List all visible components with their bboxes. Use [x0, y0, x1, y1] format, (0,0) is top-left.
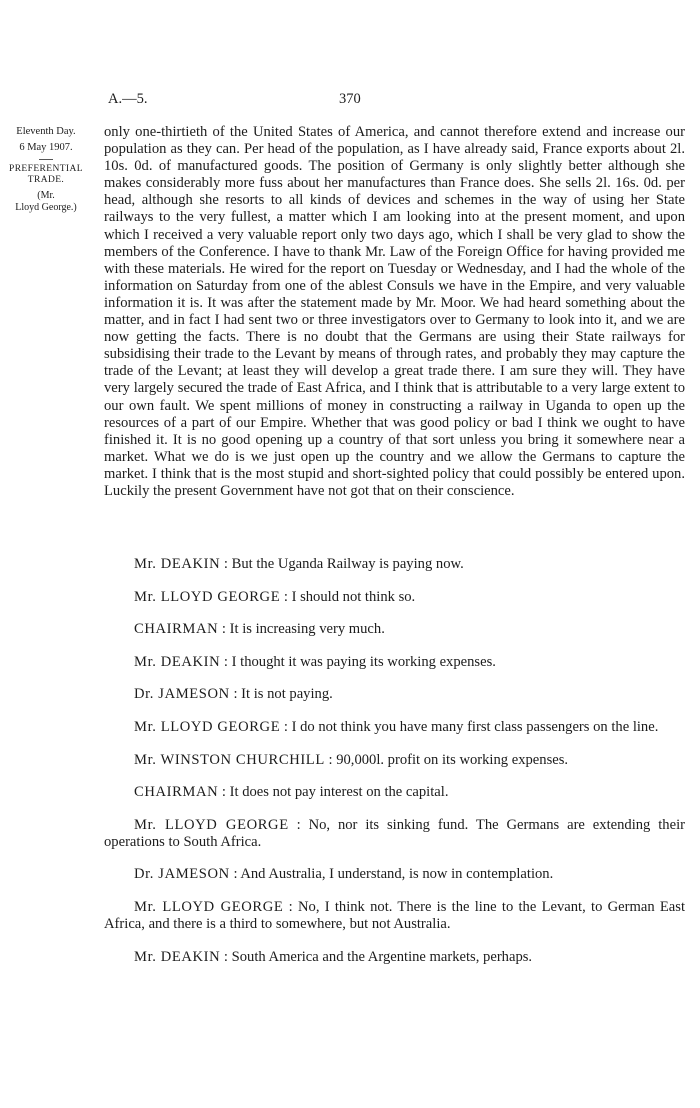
speech-text: South America and the Argentine markets, perhaps.	[231, 948, 533, 965]
speech-4: Mr. DEAKIN : I thought it was paying its working expenses.	[134, 653, 496, 670]
speaker-name: Mr. LLOYD GEORGE	[134, 899, 284, 916]
speech-text: I should not think so.	[291, 588, 416, 605]
margin-note	[4, 125, 88, 214]
speech-text: 90,000l. profit on its working expenses.	[336, 751, 569, 768]
speaker-name: Mr. LLOYD GEORGE	[134, 588, 281, 605]
margin-speaker-line2: Lloyd George.)	[15, 202, 77, 213]
speech-3: CHAIRMAN : It is increasing very much.	[134, 621, 385, 638]
speech-6: Mr. LLOYD GEORGE : I do not think you have many first class passengers on the line.	[134, 718, 659, 735]
speech-7: Mr. WINSTON CHURCHILL : 90,000l. profit on its working expenses.	[134, 751, 569, 768]
margin-topic-line2: TRADE.	[27, 175, 65, 185]
speaker-name: Mr. WINSTON CHURCHILL	[134, 751, 325, 768]
margin-topic-line1: PREFERENTIAL	[9, 164, 83, 174]
speaker-name: Dr. JAMESON	[134, 866, 230, 883]
speech-text: No, I think not. There is the line to the Levant, to German East Africa, and there is a third to somewhere, but not Australia.	[104, 899, 686, 933]
speech-text: It is increasing very much.	[229, 621, 385, 638]
speaker-name: CHAIRMAN	[134, 784, 219, 801]
speech-2: Mr. LLOYD GEORGE : I should not think so.	[134, 588, 416, 605]
speech-text: But the Uganda Railway is paying now.	[231, 556, 464, 572]
speech-text: And Australia, I understand, is now in contemplation.	[240, 866, 554, 883]
margin-day: Eleventh Day.	[16, 126, 76, 137]
speech-text: I thought it was paying its working expenses.	[231, 653, 496, 670]
main-paragraph-block	[104, 124, 685, 500]
speech-5: Dr. JAMESON : It is not paying.	[134, 686, 333, 703]
document-reference: A.—5.	[108, 91, 148, 107]
speech-text: It does not pay interest on the capital.	[229, 784, 449, 801]
speech-11: Mr. LLOYD GEORGE : No, I think not. There is the line to the Levant, to German East Africa, and there is a third to somewhere, but not Australia.	[104, 899, 686, 933]
speech-12: Mr. DEAKIN : South America and the Argentine markets, perhaps.	[134, 948, 533, 965]
speech-1: Mr. DEAKIN : But the Uganda Railway is paying now.	[134, 556, 464, 572]
speaker-name: Mr. LLOYD GEORGE	[134, 816, 289, 833]
speech-9: Mr. LLOYD GEORGE : No, nor its sinking fund. The Germans are extending their operations to South Africa.	[104, 816, 685, 850]
speech-text: It is not paying.	[241, 686, 333, 703]
speech-10: Dr. JAMESON : And Australia, I understand, is now in contemplation.	[134, 866, 554, 883]
speaker-name: CHAIRMAN	[134, 621, 219, 638]
speech-8: CHAIRMAN : It does not pay interest on the capital.	[134, 784, 449, 801]
speaker-name: Mr. DEAKIN	[134, 948, 221, 965]
speaker-name: Mr. LLOYD GEORGE	[134, 718, 281, 735]
speech-text: No, nor its sinking fund. The Germans are extending their operations to South Africa.	[104, 816, 685, 850]
margin-divider	[39, 159, 53, 160]
margin-speaker-line1: (Mr.	[37, 190, 55, 201]
speaker-name: Dr. JAMESON	[134, 686, 230, 703]
speech-text: I do not think you have many first class passengers on the line.	[291, 718, 659, 735]
main-paragraph: only one-thirtieth of the United States of America, and cannot therefore extend and increase our population as they can. Per head of the population, as I have already said, France exports about 2l. 10s. 0d. of manufactured goods. The position of Germany is only slightly better although she makes considerably more fuss about her manufactures than France does. She sells 2l. 16s. 0d. per head, although she resorts to all kinds of devices and schemes in the way of using her State railways to the very fullest, a matter which I am looking into at the present moment, and upon which I received a very valuable report only two days ago, which I shall be very glad to show the members of the Conference. I have to thank Mr. Law of the Foreign Office for having provided me with these materials. He wired for the report on Tuesday or Wednesday, and I had the whole of the information on Saturday from one of the ablest Consuls we have in the Empire, and very valuable information it is. It was after the statement made by Mr. Moor. We had heard something about the matter, and in fact I had sent two or three investigators over to Germany to look into it, and we are now getting the facts. There is no doubt that the Germans are using their State railways for subsidising their trade to the Levant by means of through rates, and probably they may capture the trade of the Levant; at least they will develop a great trade there. I am sure they will. They have very largely secured the trade of East Africa, and I think that is attributable to a very large extent to our own fault. We spent millions of money in constructing a railway in Uganda to open up the resources of a part of our Empire. Whether that was good policy or bad I think we ought to have finished it. It is no good opening up a country of that sort unless you bring it somewhere near a market. What we do is we just open up the country and we allow the Germans to capture the market. I think that is the most stupid and short-sighted policy that could possibly be entered upon. Luckily the present Government have not got that on their conscience.	[104, 124, 685, 499]
dialogue-block	[104, 556, 685, 981]
speaker-name: Mr. DEAKIN	[134, 556, 221, 572]
page-number: 370	[339, 91, 361, 107]
speaker-name: Mr. DEAKIN	[134, 653, 221, 670]
margin-date: 6 May 1907.	[19, 142, 73, 153]
